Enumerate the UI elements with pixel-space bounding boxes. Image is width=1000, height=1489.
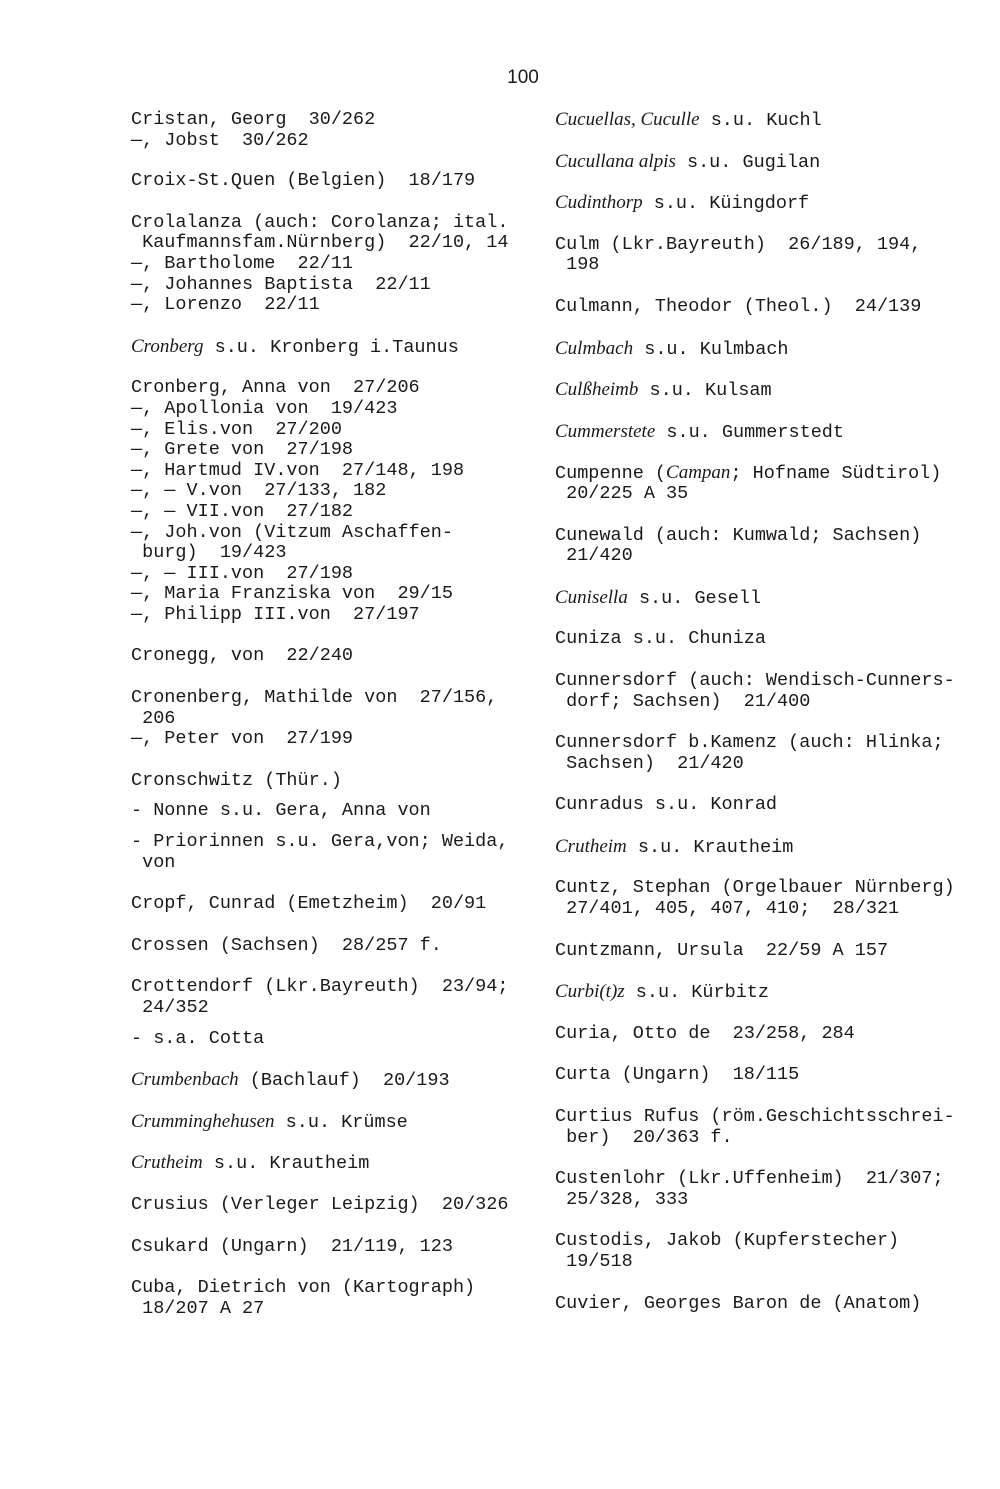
index-entry xyxy=(555,463,995,504)
index-text: Kaufmannsfam.Nürnberg) 22/10, 14 xyxy=(131,232,509,254)
index-entry xyxy=(555,1231,995,1272)
index-text: Cuvier, Georges Baron de (Anatom) xyxy=(555,1292,922,1314)
index-entry-line xyxy=(555,878,995,899)
index-entry-line xyxy=(555,899,995,920)
index-entry xyxy=(131,977,531,1018)
index-text: s.u. Gesell xyxy=(627,587,762,609)
index-entry xyxy=(555,878,995,919)
index-text: Culmann, Theodor (Theol.) 24/139 xyxy=(555,295,922,317)
index-entry-line xyxy=(131,1237,531,1258)
index-text: Cunnersdorf (auch: Wendisch-Cunners- xyxy=(555,669,955,691)
index-entry-line xyxy=(555,422,995,443)
index-entry xyxy=(555,982,995,1003)
index-entry-line xyxy=(131,440,531,461)
index-term-italic: Crumbenbach xyxy=(131,1069,239,1091)
index-text: Crusius (Verleger Leipzig) 20/326 xyxy=(131,1193,509,1215)
index-entry-line xyxy=(555,1231,995,1252)
index-entry-line xyxy=(131,171,531,192)
index-entry-line xyxy=(131,1070,531,1091)
index-text: von xyxy=(131,851,176,873)
index-text: —, Bartholome 22/11 xyxy=(131,252,354,274)
index-entry-line xyxy=(555,110,995,131)
index-entry-line xyxy=(131,801,531,822)
index-entry-line xyxy=(555,255,995,276)
index-entry xyxy=(131,646,531,667)
index-entry-line xyxy=(131,110,531,131)
index-text: s.u. Küingdorf xyxy=(642,193,810,215)
index-entry xyxy=(131,1278,531,1319)
index-entry-line xyxy=(555,982,995,1003)
index-text: Cuntz, Stephan (Orgelbauer Nürnberg) xyxy=(555,877,955,899)
index-entry xyxy=(555,837,995,858)
index-entry-line xyxy=(131,461,531,482)
index-text: Crolalanza (auch: Corolanza; ital. xyxy=(131,211,509,233)
index-entry xyxy=(555,526,995,567)
index-entry-line xyxy=(555,837,995,858)
index-text: s.u. Kürbitz xyxy=(624,982,770,1004)
index-entry xyxy=(555,671,995,712)
index-entry xyxy=(131,801,531,822)
index-entry-line xyxy=(555,1169,995,1190)
index-text: Cunradus s.u. Konrad xyxy=(555,794,778,816)
index-text: Cropf, Cunrad (Emetzheim) 20/91 xyxy=(131,893,487,915)
index-text: Csukard (Ungarn) 21/119, 123 xyxy=(131,1235,453,1257)
index-term-italic: Campan xyxy=(666,462,731,484)
index-text: —, Johannes Baptista 22/11 xyxy=(131,273,431,295)
index-text: Custodis, Jakob (Kupferstecher) xyxy=(555,1230,900,1252)
index-term-italic: Cudinthorp xyxy=(555,192,643,214)
index-text: —, — III.von 27/198 xyxy=(131,562,354,584)
index-text: Curia, Otto de 23/258, 284 xyxy=(555,1022,855,1044)
index-entry-line xyxy=(131,481,531,502)
index-text: —, Maria Franziska von 29/15 xyxy=(131,583,453,605)
index-text: s.u. Kulsam xyxy=(638,380,772,402)
index-text: Curta (Ungarn) 18/115 xyxy=(555,1064,800,1086)
index-entry xyxy=(131,1070,531,1091)
index-entry-line xyxy=(131,998,531,1019)
index-entry-line xyxy=(131,1153,531,1174)
index-text: —, Philipp III.von 27/197 xyxy=(131,603,420,625)
index-entry-line xyxy=(131,605,531,626)
index-entry xyxy=(131,936,531,957)
index-entry xyxy=(131,110,531,151)
index-entry-line xyxy=(131,213,531,234)
index-entry-line xyxy=(555,1024,995,1045)
index-term-italic: Curbi(t)z xyxy=(555,981,625,1003)
index-entry-line xyxy=(555,1107,995,1128)
index-entry-line xyxy=(555,1252,995,1273)
index-entry-line xyxy=(555,484,995,505)
index-text: 25/328, 333 xyxy=(555,1188,689,1210)
index-entry-line xyxy=(555,1190,995,1211)
index-entry-line xyxy=(555,297,995,318)
index-entry-line xyxy=(131,853,531,874)
index-entry xyxy=(131,213,531,316)
index-text: s.u. Kronberg i.Taunus xyxy=(203,336,459,358)
index-entry-line xyxy=(131,709,531,730)
index-entry xyxy=(555,193,995,214)
index-text: —, Hartmud IV.von 27/148, 198 xyxy=(131,459,465,481)
index-entry-line xyxy=(131,254,531,275)
index-entry xyxy=(555,110,995,131)
index-entry xyxy=(555,1107,995,1148)
index-entry-line xyxy=(555,380,995,401)
index-entry-line xyxy=(555,526,995,547)
index-entry-line xyxy=(131,502,531,523)
index-entry-line xyxy=(131,584,531,605)
index-text: 206 xyxy=(131,707,176,729)
index-entry-line xyxy=(131,1278,531,1299)
index-entry-line xyxy=(131,399,531,420)
index-entry-line xyxy=(131,1029,531,1050)
index-entry-line xyxy=(131,688,531,709)
index-entry-line xyxy=(131,131,531,152)
index-entry-line xyxy=(131,295,531,316)
index-entry xyxy=(555,1065,995,1086)
index-entry-line xyxy=(555,733,995,754)
index-entry-line xyxy=(555,941,995,962)
index-text: Cuntzmann, Ursula 22/59 A 157 xyxy=(555,939,889,961)
index-entry xyxy=(555,1024,995,1045)
index-text: —, Apollonia von 19/423 xyxy=(131,397,398,419)
index-entry xyxy=(131,688,531,750)
index-term-italic: Cummerstete xyxy=(555,420,656,442)
index-entry xyxy=(131,771,531,792)
index-text: 24/352 xyxy=(131,997,209,1018)
index-entry-line xyxy=(555,692,995,713)
index-entry-line xyxy=(131,771,531,792)
index-entry xyxy=(555,588,995,609)
index-text: Cronenberg, Mathilde von 27/156, xyxy=(131,687,498,709)
index-text: —, Elis.von 27/200 xyxy=(131,418,342,440)
index-entry-line xyxy=(555,629,995,650)
index-text: —, Jobst 30/262 xyxy=(131,129,309,151)
index-entry xyxy=(555,152,995,173)
index-term-italic: Culmbach xyxy=(555,337,634,359)
left-index-column xyxy=(131,110,531,1319)
right-index-column xyxy=(555,110,995,1314)
index-entry xyxy=(555,297,995,318)
index-entry xyxy=(555,629,995,650)
index-entry-line xyxy=(555,463,995,484)
index-text: —, Lorenzo 22/11 xyxy=(131,294,320,316)
index-text: s.u. Gugilan xyxy=(675,151,821,173)
index-term-italic: Crutheim xyxy=(131,1152,203,1174)
index-entry-line xyxy=(131,1299,531,1320)
index-text: Cronschwitz (Thür.) xyxy=(131,769,342,791)
index-text: —, Joh.von (Vitzum Aschaffen- xyxy=(131,521,453,543)
index-entry-line xyxy=(131,1195,531,1216)
index-entry-line xyxy=(555,152,995,173)
index-term-italic: Culßheimb xyxy=(555,379,639,401)
index-text: 20/225 A 35 xyxy=(555,482,689,504)
index-entry xyxy=(555,1294,995,1315)
index-term-italic: Crutheim xyxy=(555,835,627,857)
index-entry-line xyxy=(131,275,531,296)
index-text: Cunnersdorf b.Kamenz (auch: Hlinka; xyxy=(555,732,944,754)
index-entry xyxy=(555,941,995,962)
index-entry-line xyxy=(555,1065,995,1086)
index-text: - Nonne s.u. Gera, Anna von xyxy=(131,800,431,822)
index-text: —, Peter von 27/199 xyxy=(131,728,354,750)
index-text: Crottendorf (Lkr.Bayreuth) 23/94; xyxy=(131,976,509,998)
index-entry-line xyxy=(131,894,531,915)
index-text: Cronegg, von 22/240 xyxy=(131,645,354,667)
index-entry-line xyxy=(131,233,531,254)
index-text: Cuniza s.u. Chuniza xyxy=(555,628,766,650)
index-text: 21/420 xyxy=(555,545,633,567)
index-entry-line xyxy=(131,1112,531,1133)
index-text: - Priorinnen s.u. Gera,von; Weida, xyxy=(131,831,509,853)
index-entry xyxy=(555,235,995,276)
index-text: Cronberg, Anna von 27/206 xyxy=(131,377,420,399)
index-text: s.u. Kuchl xyxy=(699,110,822,131)
index-entry-line xyxy=(131,378,531,399)
index-text: s.u. Krümse xyxy=(274,1111,408,1133)
index-text: Cumpenne ( xyxy=(555,463,667,485)
index-text: 19/518 xyxy=(555,1251,633,1272)
index-text: - s.a. Cotta xyxy=(131,1027,265,1049)
index-entry xyxy=(555,339,995,360)
index-text: s.u. Krautheim xyxy=(626,836,794,858)
index-entry xyxy=(131,894,531,915)
index-entry-line xyxy=(555,795,995,816)
index-entry-line xyxy=(555,546,995,567)
index-text: Cunewald (auch: Kumwald; Sachsen) xyxy=(555,524,922,546)
index-entry xyxy=(555,733,995,774)
index-text: burg) 19/423 xyxy=(131,542,287,564)
index-term-italic: Cucullana alpis xyxy=(555,150,676,172)
index-entry-line xyxy=(131,977,531,998)
index-entry-line xyxy=(131,543,531,564)
index-text: (Bachlauf) 20/193 xyxy=(238,1070,450,1092)
index-entry-line xyxy=(131,564,531,585)
index-entry-line xyxy=(131,646,531,667)
index-entry xyxy=(131,1153,531,1174)
index-entry xyxy=(131,171,531,192)
index-entry-line xyxy=(555,754,995,775)
index-text: Crossen (Sachsen) 28/257 f. xyxy=(131,934,442,956)
index-text: Sachsen) 21/420 xyxy=(555,752,744,774)
index-text: Curtius Rufus (röm.Geschichtsschrei- xyxy=(555,1106,955,1128)
index-text: ber) 20/363 f. xyxy=(555,1126,733,1148)
index-term-italic: Cronberg xyxy=(131,335,204,357)
index-entry-line xyxy=(131,420,531,441)
index-entry xyxy=(131,832,531,873)
index-entry-line xyxy=(555,1128,995,1149)
index-text: 18/207 A 27 xyxy=(131,1297,265,1319)
index-text: ; Hofname Südtirol) xyxy=(730,463,942,485)
index-term-italic: Cunisella xyxy=(555,586,628,608)
index-entry-line xyxy=(131,729,531,750)
index-text: —, Grete von 27/198 xyxy=(131,439,354,461)
index-entry xyxy=(555,1169,995,1210)
index-entry-line xyxy=(555,339,995,360)
index-text: —, — V.von 27/133, 182 xyxy=(131,480,387,502)
index-entry xyxy=(555,422,995,443)
index-text: Cristan, Georg 30/262 xyxy=(131,109,376,130)
index-text: 27/401, 405, 407, 410; 28/321 xyxy=(555,898,900,920)
index-text: s.u. Kulmbach xyxy=(633,338,789,360)
index-text: 198 xyxy=(555,254,600,276)
index-entry-line xyxy=(555,1294,995,1315)
page-number: 100 xyxy=(507,67,539,88)
index-text: Croix-St.Quen (Belgien) 18/179 xyxy=(131,170,476,192)
index-entry-line xyxy=(131,523,531,544)
index-entry xyxy=(131,1029,531,1050)
index-term-italic: Cucuellas, Cuculle xyxy=(555,109,700,130)
index-entry xyxy=(131,378,531,625)
index-entry xyxy=(131,1195,531,1216)
index-entry xyxy=(131,337,531,358)
index-entry-line xyxy=(131,832,531,853)
index-text: Cuba, Dietrich von (Kartograph) xyxy=(131,1277,476,1299)
index-entry-line xyxy=(131,936,531,957)
index-entry xyxy=(131,1237,531,1258)
index-entry-line xyxy=(131,337,531,358)
index-entry-line xyxy=(555,588,995,609)
index-entry xyxy=(131,1112,531,1133)
index-entry-line xyxy=(555,193,995,214)
index-text: s.u. Krautheim xyxy=(202,1153,370,1175)
index-entry xyxy=(555,795,995,816)
index-entry-line xyxy=(555,671,995,692)
index-term-italic: Crumminghehusen xyxy=(131,1110,275,1132)
index-entry-line xyxy=(555,235,995,256)
index-text: s.u. Gummerstedt xyxy=(655,421,844,443)
index-entry xyxy=(555,380,995,401)
index-text: Culm (Lkr.Bayreuth) 26/189, 194, xyxy=(555,233,922,255)
index-text: dorf; Sachsen) 21/400 xyxy=(555,690,811,712)
index-text: Custenlohr (Lkr.Uffenheim) 21/307; xyxy=(555,1168,944,1190)
index-text: —, — VII.von 27/182 xyxy=(131,500,354,522)
